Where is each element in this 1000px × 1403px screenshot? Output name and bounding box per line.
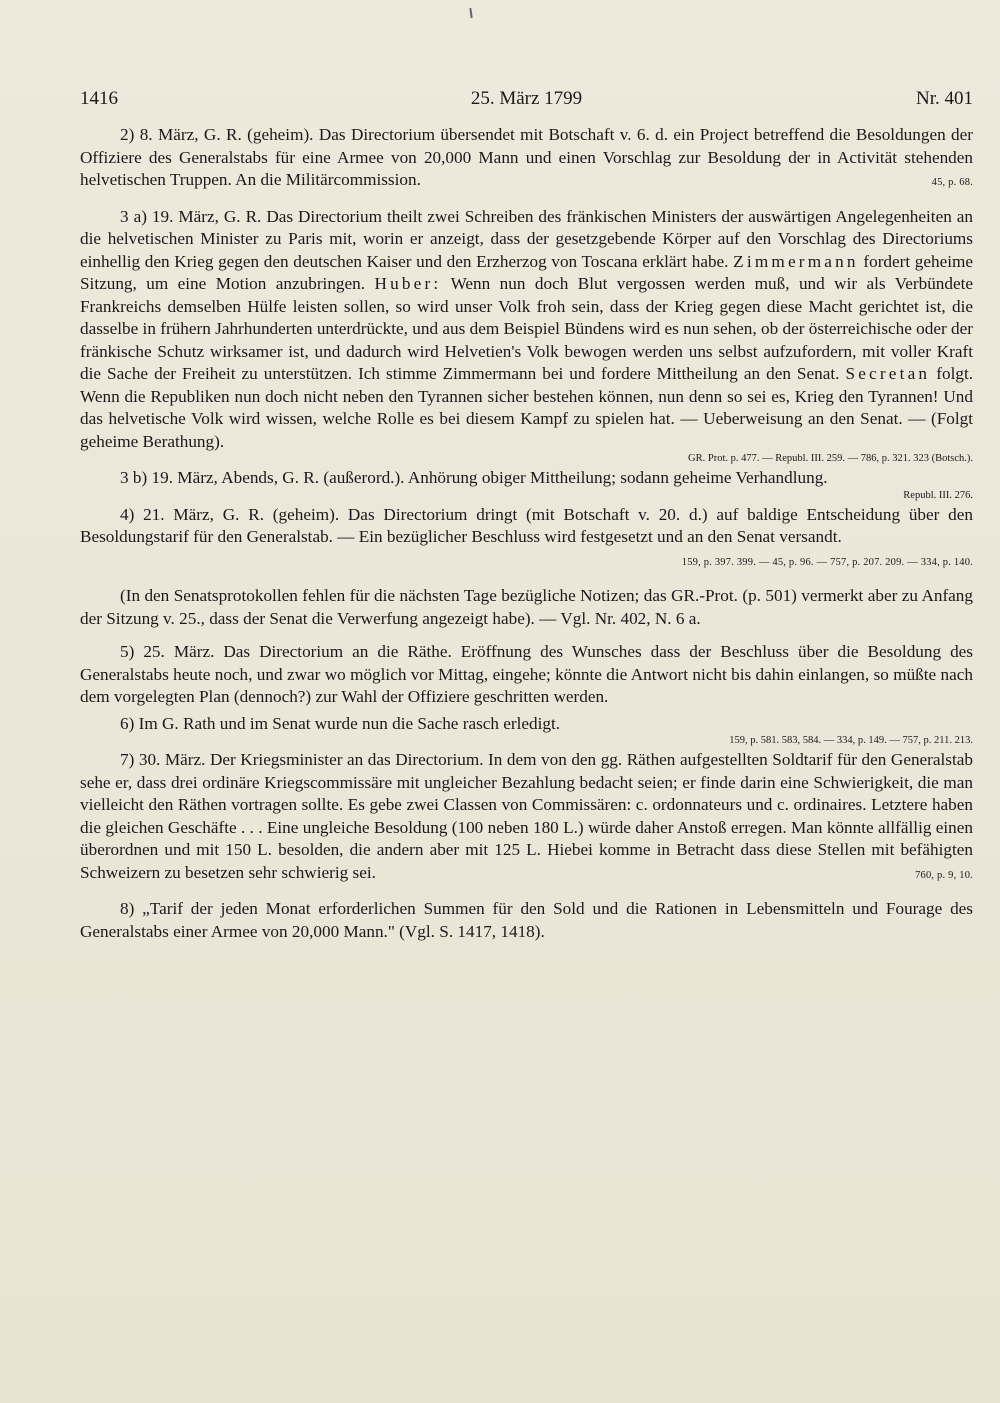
header-date: 25. März 1799 [470, 88, 583, 109]
entry-3a-text-a: 3 a) 19. März, G. R. Das Directorium theilt zwei Schreiben des fränkischen Ministers der auswärtigen Angelegenheiten an die helvetischen Minister zu Paris mit, worin er anzeigt, dass der gesetzgebende Körper auf den Vorschlag des Directoriums einhellig den Krieg gegen den deutschen Kaiser und den Erzherzog von Toscana erklärt habe. [80, 206, 973, 271]
entry-3a-text-b: fordert geheime Sitzung, um eine Motion anzubringen. [80, 251, 974, 293]
entry-6-source: 159, p. 581. 583, 584. — 334, p. 149. — 757, p. 211. 213. [729, 735, 973, 746]
header-page-number: 1416 [80, 88, 118, 109]
entry-8: 8) „Tarif der jeden Monat erforderlichen Summen für den Sold und die Rationen in Lebensmitteln und Fourage des Generalstabs einer Armee von 20,000 Mann." (Vgl. S. 1417, 1418). [80, 899, 973, 941]
header-document-number: Nr. 401 [916, 88, 973, 109]
entry-7-source: 760, p. 9, 10. [915, 869, 973, 881]
speaker-huber: Huber: [374, 274, 442, 293]
entry-2-text: 2) 8. März, G. R. (geheim). Das Directorium übersendet mit Botschaft v. 6. d. ein Project betreffend die Besoldungen der Offiziere des Generalstabs für eine Armee von 20,000 Mann und einen Vorschlag zur Besoldung der in Activität stehenden helvetischen Truppen. An die Militärcommission. [80, 125, 973, 189]
entry-3b: 3 b) 19. März, Abends, G. R. (außerord.). Anhörung obiger Mittheilung; sodann geheime Verhandlung. [120, 468, 828, 487]
speaker-zimmermann: Zimmermann [733, 251, 859, 271]
page-header [80, 88, 973, 114]
entry-2 [80, 124, 973, 192]
entry-3a-source: GR. Prot. p. 477. — Republ. III. 259. — 786, p. 321. 323 (Botsch.). [688, 453, 973, 464]
entry-3b-source: Republ. III. 276. [903, 489, 973, 501]
speaker-secretan: Secretan [845, 364, 931, 383]
entry-5: 5) 25. März. Das Directorium an die Räthe. Eröffnung des Wunsches dass der Beschluss über die Besoldung des Generalstabs heute noch, und zwar wo möglich vor Mittag, eingehe; könnte die Antwort nicht bis dahin einlangen, so müßte nach dem vorgelegten Plan (dennoch?) zur Wahl der Offiziere geschritten werden. [80, 642, 973, 706]
entry-4 [80, 504, 973, 568]
entry-2-source: 45, p. 68. [931, 177, 973, 188]
entry-7 [80, 749, 973, 884]
entry-7-text: 7) 30. März. Der Kriegsminister an das Directorium. In dem von den gg. Räthen aufgestellten Soldtarif für den Generalstab sehe er, dass drei ordinäre Kriegscommissäre mit ungleicher Bezahlung bedacht seien; er finde darin eine Schwierigkeit, die man vielleicht den Räthen vortragen sollte. Es gebe zwei Classen von Commissären: c. ordonnateurs und c. ordinaires. Letztere haben die gleichen Geschäfte . . . Eine ungleiche Besoldung (100 neben 180 L.) würde daher Anstoß erregen. Man könnte allfällig einen überordnen und mit 150 L. besolden, die andern aber mit 125 L. Hiebei komme in Betracht dass diese Stellen mit befähigten Schweizern zu besetzen sehr schwierig sei. [80, 750, 973, 882]
entry-4-source: 159, p. 397. 399. — 45, p. 96. — 757, p. 207. 209. — 334, p. 140. [681, 556, 973, 568]
entry-4-text: 4) 21. März, G. R. (geheim). Das Directorium dringt (mit Botschaft v. 20. d.) auf baldige Entscheidung über den Besoldungstarif für den Generalstab. — Ein bezüglicher Beschluss wird festgesetzt und an den Senat versandt. [80, 504, 973, 546]
entry-3a-text-c: Wenn nun doch Blut vergossen werden muß, und wir als Verbündete Frankreichs demselben Hülfe leisten sollen, so wird unser Volk froh sein, dass der Krieg gegen diese Macht gerichtet ist, die dasselbe in frühern Jahrhunderten unterdrückte, und aus dem Beispiel Bündens wird es nun sehen, ob der österreichische oder der fränkische Schutz wirksamer ist, und dadurch wird Helvetien's Volk bewogen werden uns selbst aufzufordern, mit voller Kraft die Sache der Freiheit zu unterstützen. Ich stimme Zimmermann bei und fordere Mittheilung an den Senat. [80, 274, 974, 383]
entry-3a-text-d: folgt. Wenn die Republiken nun doch nicht neben den Tyrannen sicher bestehen können, nun denn so sei es, Krieg den Tyrannen! Und das helvetische Volk wird wissen, welche Rolle es bei diesem Kampf zu spielen hat. — Ueberweisung an den Senat. — (Folgt geheime Berathung). [80, 364, 974, 451]
editorial-note: (In den Senatsprotokollen fehlen für die nächsten Tage bezügliche Notizen; das GR.-Prot. (p. 501) vermerkt aber zu Anfang der Sitzung v. 25., dass der Senat die Verwerfung angezeigt habe). — Vgl. Nr. 402, N. 6 a. [80, 586, 973, 628]
pencil-mark [469, 8, 472, 18]
entry-3a [80, 206, 973, 454]
document-body [80, 124, 973, 943]
entry-6: 6) Im G. Rath und im Senat wurde nun die Sache rasch erledigt. [120, 713, 561, 733]
